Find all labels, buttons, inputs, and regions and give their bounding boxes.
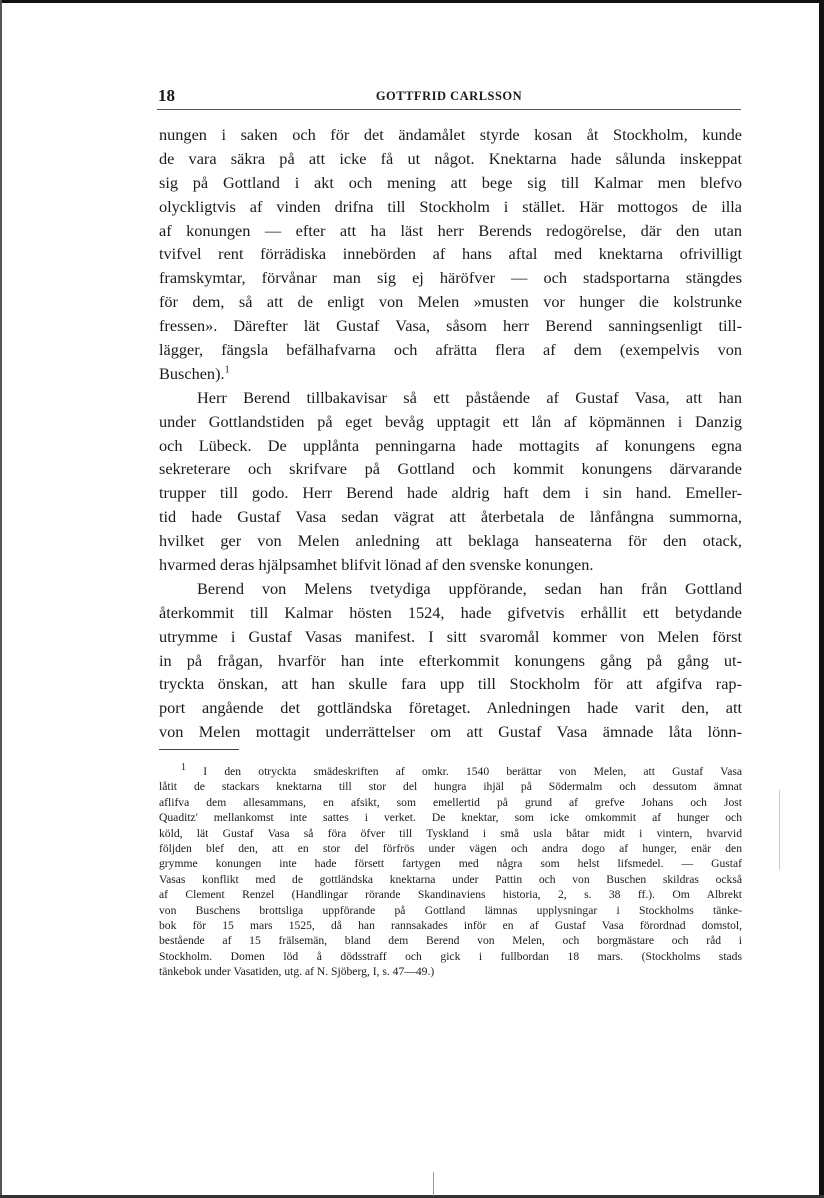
body-line: sekreterare och skrifvare på Gottland och kommit konungens därvarande — [159, 459, 742, 479]
body-line: in på frågan, hvarför han inte efterkommit konungens gång på gång ut- — [159, 650, 742, 670]
body-line: nungen i saken och för det ändamålet styrde kosan åt Stockholm, kunde — [159, 125, 742, 144]
footnote-line: tänkebok under Vasatiden, utg. af N. Sjöberg, I, s. 47—49.) — [159, 965, 435, 979]
footnote-line: låtit de stackars knektarna till stor del hungra ihjäl på Södermalm och dessutom ämnat — [159, 780, 742, 794]
body-line: af konungen — efter att ha läst herr Berends redogörelse, där den utan — [159, 220, 742, 240]
body-line: tid hade Gustaf Vasa sedan vägrat att återbetala de lånfångna summorna, — [159, 507, 742, 527]
body-line: sig på Gottland i akt och mening att bege sig till Kalmar men blefvo — [159, 172, 742, 192]
body-line: lägger, fängsla befälhafvarna och afrätta flera af dem (exempelvis von — [159, 340, 742, 360]
body-text — [159, 123, 742, 744]
page-header — [157, 86, 741, 110]
footnote-reference: 1 — [224, 364, 230, 376]
body-line — [159, 362, 742, 386]
footnote-line: följden blef den, att en stor del förfrös under vägen och andra dogo af hunger, enär den — [159, 841, 742, 855]
body-line: Berend von Melens tvetydiga uppförande, sedan han från Gottland — [197, 578, 742, 598]
footnote-line: aflifva dem allesammans, en afsikt, som emellertid på grund af grefve Johans och Jost — [159, 795, 742, 809]
scan-edge-left — [0, 0, 2, 1198]
body-line: framskymtar, förvånar man sig ej häröfver — och stadsportarna stängdes — [159, 268, 742, 288]
body-line: hvilket ger von Melen anledning att beklaga hanseaterna för den otack, — [159, 531, 742, 551]
footnote-line: bestående af 15 frälsemän, bland dem Berend von Melen, och borgmästare och råd i — [159, 934, 742, 948]
body-line: Herr Berend tillbakavisar så ett påstående af Gustaf Vasa, att han — [197, 387, 742, 407]
footnote-line: grymme konungen inte hade försett fartygen med några som helst lifsmedel. — Gustaf — [159, 857, 742, 871]
body-line: trupper till godo. Herr Berend hade aldrig haft dem i sin hand. Emeller- — [159, 483, 742, 503]
body-line: och Lübeck. De upplånta penningarna hade mottagits af konungens egna — [159, 435, 742, 455]
body-line: fressen». Därefter lät Gustaf Vasa, såsom herr Berend sanningsenligt till- — [159, 316, 742, 336]
body-line: hvarmed deras hjälpsamhet blifvit lönad af den svenske konungen. — [159, 555, 594, 575]
header-rule — [157, 109, 741, 110]
body-line-text: Buschen). — [159, 363, 225, 383]
footnote-line: Vasas konflikt med de gottländska knektarna under Pattin och von Buschen skildras också — [159, 872, 742, 886]
footnotes — [159, 764, 742, 979]
body-line: återkommit till Kalmar hösten 1524, hade gifvetvis erhållit ett betydande — [159, 602, 742, 622]
running-head: GOTTFRID CARLSSON — [375, 89, 523, 103]
body-line: von Melen mottagit underrättelser om att Gustaf Vasa ämnade låta lönn- — [159, 722, 742, 742]
body-line: port angående det gottländska företaget. Anledningen hade varit den, att — [159, 698, 742, 718]
scan-margin-mark — [779, 790, 780, 870]
footnote-line: Quaditz' mellankomst inte sattes i verket. De knektar, som icke omkommit af hunger och — [159, 811, 742, 825]
footnote-marker: 1 — [181, 762, 186, 774]
page-number: 18 — [158, 86, 175, 105]
footnote-line: von Buschens brottsliga uppförande på Gottland lämnas upplysningar i Stockholms tänke- — [159, 903, 742, 917]
body-line: under Gottlandstiden på eget bevåg upptagit ett lån af köpmännen i Danzig — [159, 411, 742, 431]
body-line: de vara säkra på att icke få ut något. Knektarna hade sålunda inskeppat — [159, 148, 742, 168]
body-line: olyckligtvis af vinden drifna till Stockholm i stället. Här mottogos de illa — [159, 196, 742, 216]
footnote-line: af Clement Renzel (Handlingar rörande Skandinaviens historia, 2, s. 38 ff.). Om Albrekt — [159, 888, 742, 902]
body-line: utrymme i Gustaf Vasas manifest. I sitt svaromål kommer von Melen först — [159, 626, 742, 646]
footnote-line: bok för 15 mars 1525, då han rannsakades inför en af Gustaf Vasa förordnad domstol, — [159, 918, 742, 932]
scan-edge-right — [819, 0, 824, 1198]
body-line: tvifvel rent förrädiska innebörden af hans aftal med knektarna ofrivilligt — [159, 244, 742, 264]
body-line: för dem, så att de enligt von Melen »musten vor hunger die kolstrunke — [159, 292, 742, 312]
footnote-line — [159, 764, 742, 779]
scan-edge-top — [0, 0, 824, 3]
footnote-line: Stockholm. Domen löd å dödsstraff och gick i fullbordan 18 mars. (Stockholms stads — [159, 949, 742, 963]
footnote-line: köld, lät Gustaf Vasa så föra öfver till Tyskland i små usla båtar midt i vintern, hvarvid — [159, 826, 742, 840]
footnote-line-text: I den otryckta smädeskriften af omkr. 1540 berättar von Melen, att Gustaf Vasa — [203, 765, 742, 778]
footnote-rule — [159, 749, 239, 750]
body-line: tryckta önskan, att han skulle fara upp till Stockholm för att afgifva rap- — [159, 674, 742, 694]
scan-gutter-mark — [433, 1172, 434, 1196]
